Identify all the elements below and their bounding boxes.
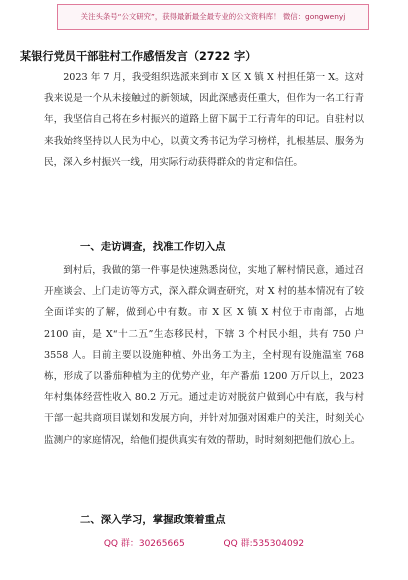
document-title: 某银行党员干部驻村工作感悟发言（2722 字） xyxy=(20,50,257,63)
promo-banner: 关注头条号“公文研究”，获得最新最全最专业的公文资料库！ 微信：gongwenyj xyxy=(57,4,369,30)
section-heading-1: 一、走访调查，找准工作切入点 xyxy=(80,241,226,253)
paragraph-section-1: 到村后，我做的第一件事是快速熟悉岗位，实地了解村情民意，通过召开座谈会、上门走访等方式，深入群众调查研究，对 X 村的基本情况有了较全面详实的了解，做到心中有数。市 X 区 X 镇 X 村位于市南部，占地 2100 亩，是 X“十二五”生态移民村，下辖 3 个村民小组，共有 750 户 3558 人。目前主要以设施种植、外出务工为主，全村现有设施温室 768 栋，形成了以番茄种植为主的优势产业，年产番茄 1200 万斤以上，2023 年村集体经营性收入 80.2 万元。通过走访对脱贫户做到心中有底，我与村干部一起共商项目谋划和发展方向，并针对加强对困难户的关注，时刻关心监测户的家庭情况，给他们提供真实有效的帮助，时时刻刻把他们放心上。 xyxy=(44,265,364,446)
paragraph-intro: 2023 年 7 月，我受组织选派来到市 X 区 X 镇 X 村担任第一 X。这对我来说是一个从未接触过的新领域，因此深感责任重大，但作为一名工行青年，我坚信自己将在乡村振兴的道路上留下属于工行青年的印记。自驻村以来我始终坚持以人民为中心，以黄文秀书记为学习榜样，扎根基层、服务为民，深入乡村振兴一线，用实际行动获得群众的肯定和信任。 xyxy=(44,72,364,168)
footer-qq-group-2: QQ 群:535304092 xyxy=(223,539,305,549)
section-heading-2: 二、深入学习，掌握政策着重点 xyxy=(80,514,226,526)
footer-qq-group-1: QQ 群：30265665 xyxy=(103,539,185,549)
footer-contact xyxy=(0,536,408,549)
